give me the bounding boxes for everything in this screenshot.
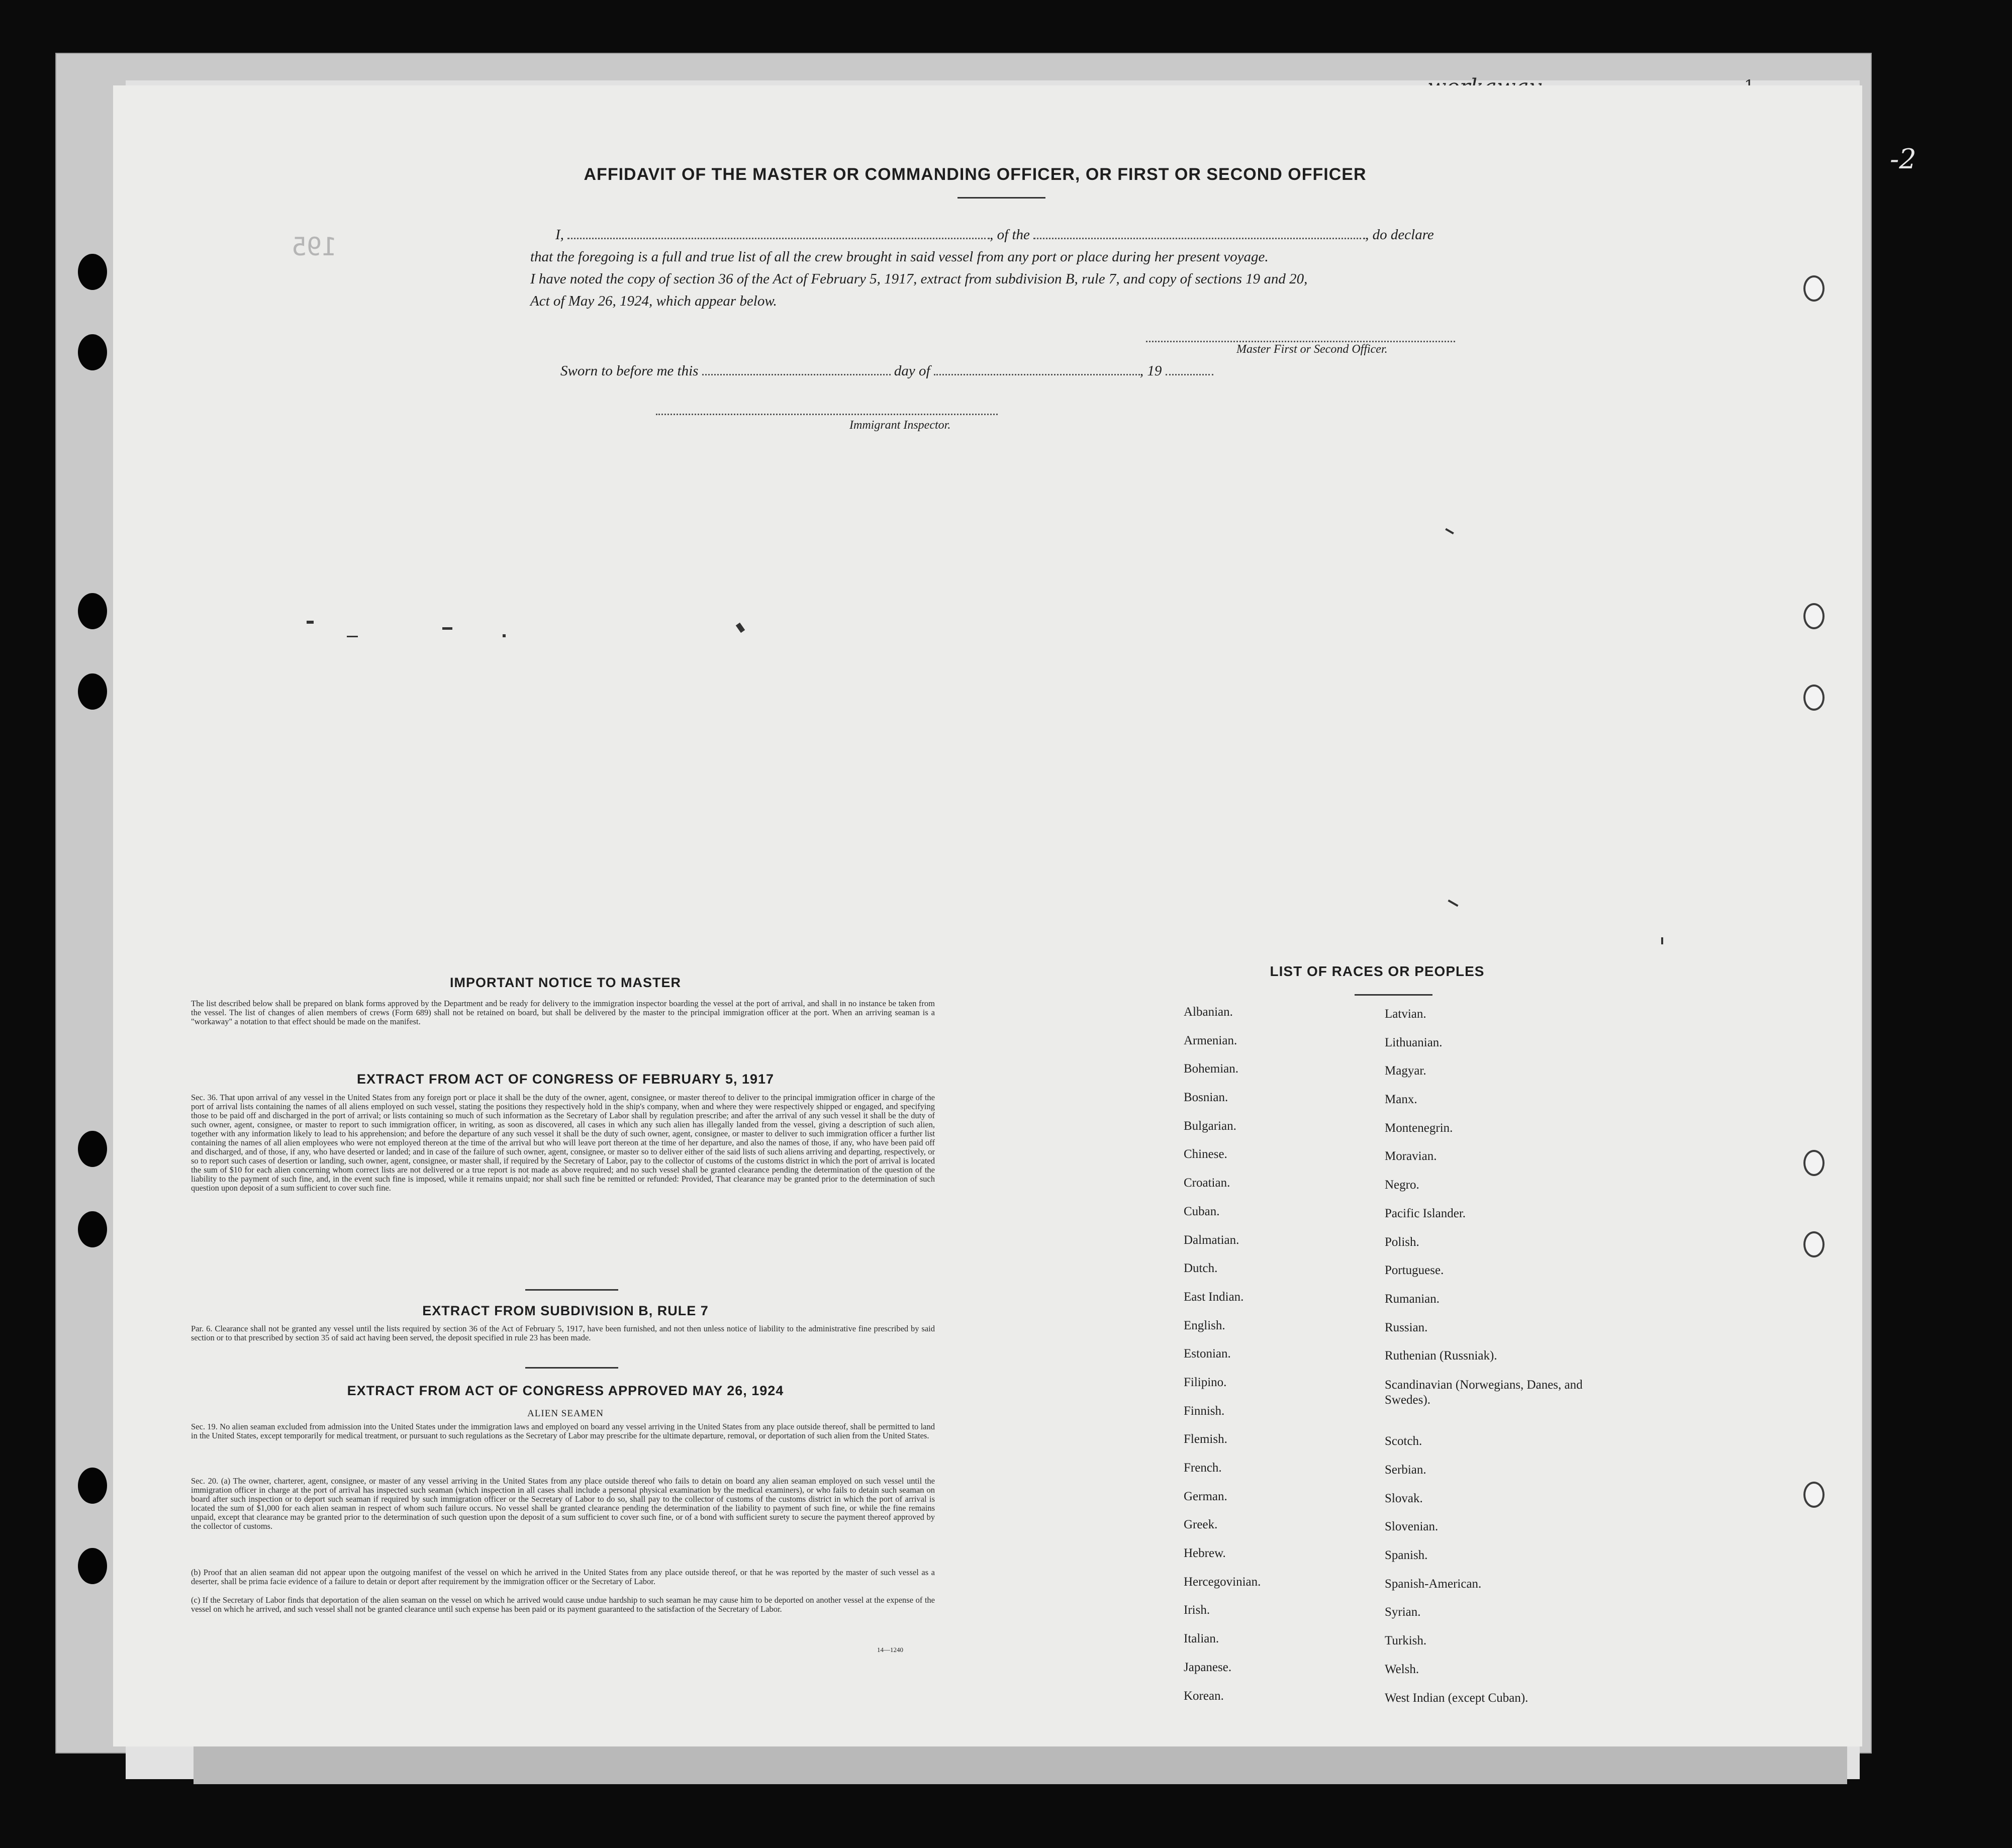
race-item: Lithuanian.: [1385, 1035, 1443, 1049]
corner-mark: -2: [1890, 143, 1917, 175]
extract-1917-title: EXTRACT FROM ACT OF CONGRESS OF FEBRUARY 5, 1917: [356, 1072, 775, 1087]
race-item: Turkish.: [1385, 1634, 1427, 1648]
races-right-column: [1385, 1007, 1586, 1719]
sworn-text: Sworn to before me this: [560, 363, 699, 379]
race-item: Dalmatian.: [1184, 1233, 1239, 1247]
subdivision-b-text: Par. 6. Clearance shall not be granted any vessel until the lists required by section 36 of the Act of February 5, 1917, have been furnished, and not then unless notice of liability to the administrative fine prescribed by said section or to that prescribed by section 35 of said act having been served, the deposit specified in rule 23 has been made.: [191, 1324, 935, 1342]
affidavit-line-4: Act of May 26, 1924, which appear below.: [530, 293, 777, 309]
race-item: Scandinavian (Norwegians, Danes, and Swedes).: [1385, 1378, 1583, 1407]
ink-speck: [307, 621, 314, 624]
race-item: Cuban.: [1184, 1204, 1220, 1218]
inspector-signature-line[interactable]: [656, 414, 998, 415]
reinforced-hole: [1803, 275, 1825, 302]
form-number: 14—1240: [877, 1646, 903, 1654]
race-item: Russian.: [1385, 1320, 1428, 1334]
race-item: Scotch.: [1385, 1434, 1422, 1448]
race-item: Manx.: [1385, 1093, 1417, 1107]
race-item: Hercegovinian.: [1184, 1575, 1261, 1589]
affidavit-do-declare: , do declare: [1365, 227, 1434, 243]
sworn-month-blank[interactable]: [934, 374, 1140, 375]
sworn-line: [560, 363, 1213, 379]
race-item: Korean.: [1184, 1689, 1224, 1703]
notice-title: IMPORTANT NOTICE TO MASTER: [450, 975, 681, 990]
subdivision-b-title: EXTRACT FROM SUBDIVISION B, RULE 7: [422, 1303, 709, 1318]
race-item: Pacific Islander.: [1385, 1206, 1466, 1220]
race-item: Bohemian.: [1184, 1062, 1239, 1076]
race-item: Chinese.: [1184, 1147, 1227, 1161]
races-left-column: [1184, 1005, 1261, 1717]
year-prefix: , 19: [1139, 363, 1162, 379]
binder-hole: [78, 593, 107, 629]
sworn-day-blank[interactable]: [702, 374, 891, 375]
race-item: Welsh.: [1385, 1662, 1419, 1676]
race-item: English.: [1184, 1318, 1225, 1332]
reinforced-hole: [1803, 685, 1825, 711]
races-underline: [1355, 994, 1432, 996]
reinforced-hole: [1803, 1231, 1825, 1257]
extract-1917-text: Sec. 36. That upon arrival of any vessel in the United States from any foreign port or place it shall be the duty of the owner, agent, consignee, or master thereof to deliver to the principal immigration officer in charge of the port of arrival lists containing the names of all aliens employed on such vessel, stating the positions they respectively hold in the ship's company, when and where they were respectively shipped or engaged, and specifying those to be paid off and discharged in the port of arrival; or lists containing so much of such information as the Secretary of Labor shall by regulation prescribe; and after the arrival of any such vessel it shall be the duty of such owner, agent, consignee, or master to report to such immigration officer, in writing, as soon as discovered, all cases in which any such alien has illegally landed from the vessel, giving a description of such alien, together with any information likely to lead to his apprehension; and before the departure of any such vessel it shall be the duty of such owner, agent, consignee, or master to deliver to such immigration officer a further list containing the names of all alien employees who were not employed thereon at the time of the arrival but who will leave port thereon at the time of her departure, and also the names of those, if any, who have been paid off and discharged, and of those, if any, who have deserted or landed; and in case of the failure of such owner, agent, consignee, or master so to deliver either of the said lists of such aliens arriving and departing, respectively, or so to report such cases of desertion or landing, such owner, agent, consignee, or master shall, if required by the Secretary of Labor, pay to the collector of customs of the customs district in which the port of arrival is located the sum of $10 for each alien concerning whom correct lists are not delivered or a true report is not made as above required; and no such vessel shall be granted clearance pending the determination of the question of the liability to the payment of such fine, and, in the event such fine is imposed, while it remains unpaid; nor shall such fine be remitted or refunded: Provided, That clearance may be granted prior to the determination of such question upon deposit of a sum sufficient to cover such fine.: [191, 1093, 935, 1193]
race-item: Albanian.: [1184, 1005, 1233, 1019]
master-signature-label: Master First or Second Officer.: [1236, 343, 1388, 356]
divider: [525, 1289, 618, 1291]
race-item: Italian.: [1184, 1632, 1219, 1646]
binder-hole: [78, 1468, 107, 1504]
race-item: Bosnian.: [1184, 1091, 1228, 1105]
binder-hole: [78, 1548, 107, 1584]
vessel-blank[interactable]: [1033, 238, 1365, 239]
race-item: Syrian.: [1385, 1605, 1421, 1619]
race-item: Japanese.: [1184, 1660, 1232, 1674]
race-item: Montenegrin.: [1385, 1121, 1453, 1135]
affidavit-line-3: I have noted the copy of section 36 of the Act of February 5, 1917, extract from subdivision B, rule 7, and copy of sections 19 and 20,: [530, 271, 1308, 287]
race-item: Moravian.: [1385, 1149, 1437, 1163]
reinforced-hole: [1803, 603, 1825, 629]
binder-hole: [78, 254, 107, 290]
race-item: Irish.: [1184, 1603, 1210, 1617]
affidavit-of-the: , of the: [990, 227, 1030, 243]
race-item: Greek.: [1184, 1518, 1218, 1532]
race-item: Filipino.: [1184, 1375, 1227, 1389]
sworn-year-blank[interactable]: [1166, 374, 1213, 375]
notice-text: The list described below shall be prepared on blank forms approved by the Department and be ready for delivery to the immigration inspector boarding the vessel at the port of arrival, and shall in no instance be taken from the vessel. The list of changes of alien members of crews (Form 689) shall not be retained on board, but shall be delivered by the master to the principal immigration officer at the port. When an arriving seaman is a "workaway" a notation to that effect should be made on the manifest.: [191, 999, 935, 1026]
race-item: Magyar.: [1385, 1064, 1426, 1078]
race-item: Negro.: [1385, 1178, 1419, 1192]
master-signature-line[interactable]: [1146, 341, 1455, 342]
race-item: Hebrew.: [1184, 1546, 1226, 1561]
section-19-text: Sec. 19. No alien seaman excluded from admission into the United States under the immigration laws and employed on board any vessel arriving in the United States from any place outside thereof, shall be permitted to land in the United States, except temporarily for medical treatment, or pursuant to such regulations as the Secretary of Labor may prescribe for the ultimate departure, removal, or deportation of such alien from the United States.: [191, 1422, 935, 1440]
race-item: Slovak.: [1385, 1491, 1423, 1505]
ink-speck: [347, 636, 358, 637]
race-item: Dutch.: [1184, 1261, 1218, 1276]
races-title: LIST OF RACES OR PEOPLES: [1270, 963, 1485, 979]
race-item: Polish.: [1385, 1235, 1419, 1249]
race-item: Flemish.: [1184, 1432, 1227, 1446]
race-item: Rumanian.: [1385, 1292, 1440, 1306]
title-underline: [957, 197, 1045, 199]
name-blank[interactable]: [567, 238, 990, 239]
reinforced-hole: [1803, 1150, 1825, 1176]
race-item: Spanish.: [1385, 1548, 1428, 1563]
ink-speck: [503, 634, 506, 637]
extract-1924-title: EXTRACT FROM ACT OF CONGRESS APPROVED MAY 26, 1924: [347, 1383, 784, 1398]
binder-hole: [78, 673, 107, 710]
affidavit-title: AFFIDAVIT OF THE MASTER OR COMMANDING OFFICER, OR FIRST OR SECOND OFFICER: [584, 165, 1367, 184]
binder-hole: [78, 334, 107, 370]
race-item: Slovenian.: [1385, 1520, 1439, 1534]
divider: [525, 1367, 618, 1369]
section-20a-text: Sec. 20. (a) The owner, charterer, agent, consignee, or master of any vessel arriving in the United States from any place outside thereof who fails to detain on board any alien seaman employed on such vessel until the immigration officer in charge at the port of arrival has inspected such seaman (which inspection in all cases shall include a personal physical examination by the medical examiners), or who fails to detain such seaman on board after such inspection or to deport such seaman if required by such immigration officer or the Secretary of Labor to do so, shall pay to the collector of customs of the customs district in which the port of arrival is located the sum of $1,000 for each alien seaman in respect of whom such failure occurs. No vessel shall be granted clearance pending the determination of the liability to payment of such fine, or while the fine remains unpaid, except that clearance may be granted prior to the determination of such question upon the deposit of a sum sufficient to cover such fine, or of a bond with sufficient surety to secure the payment thereof approved by the collector of customs.: [191, 1476, 935, 1531]
race-item: Portuguese.: [1385, 1263, 1444, 1278]
race-item: French.: [1184, 1461, 1222, 1475]
race-item: Latvian.: [1385, 1007, 1426, 1021]
race-item: German.: [1184, 1489, 1227, 1503]
sheet-bottom-edge: [194, 1746, 1847, 1784]
inspector-label: Immigrant Inspector.: [849, 419, 951, 432]
ink-speck: [1661, 937, 1663, 944]
affidavit-line-2: that the foregoing is a full and true list of all the crew brought in said vessel from any port or place during her present voyage.: [530, 249, 1269, 265]
affidavit-i: I,: [555, 227, 564, 243]
race-item: East Indian.: [1184, 1290, 1244, 1304]
binder-hole: [78, 1131, 107, 1167]
ink-speck: [442, 627, 452, 630]
reinforced-hole: [1803, 1482, 1825, 1508]
section-20b-text: (b) Proof that an alien seaman did not appear upon the outgoing manifest of the vessel on which he arrived in the United States from any place outside thereof, or that he was reported by the master of such vessel as a deserter, shall be prima facie evidence of a failure to detain or deport after requirement by the immigration officer or the Secretary of Labor.: [191, 1568, 935, 1586]
day-of-text: day of: [894, 363, 930, 379]
race-item: Ruthenian (Russniak).: [1385, 1349, 1497, 1363]
race-item: West Indian (except Cuban).: [1385, 1691, 1528, 1705]
stamp-number: 195: [292, 232, 337, 261]
race-item: Spanish-American.: [1385, 1577, 1482, 1591]
section-20c-text: (c) If the Secretary of Labor finds that deportation of the alien seaman on the vessel on which he arrived would cause undue hardship to such seaman he may cause him to be deported on another vessel at the expense of the vessel on which he arrived, and such vessel shall not be granted clearance until such expense has been paid or its payment guaranteed to the satisfaction of the Secretary of Labor.: [191, 1595, 935, 1614]
race-item: Estonian.: [1184, 1347, 1231, 1361]
affidavit-body: [530, 224, 1480, 312]
binder-hole: [78, 1211, 107, 1247]
race-item: Serbian.: [1385, 1463, 1426, 1477]
alien-seamen-subtitle: ALIEN SEAMEN: [527, 1408, 604, 1419]
race-item: Croatian.: [1184, 1176, 1230, 1190]
race-item: Armenian.: [1184, 1033, 1237, 1047]
race-item: Finnish.: [1184, 1404, 1225, 1418]
race-item: Bulgarian.: [1184, 1119, 1236, 1133]
